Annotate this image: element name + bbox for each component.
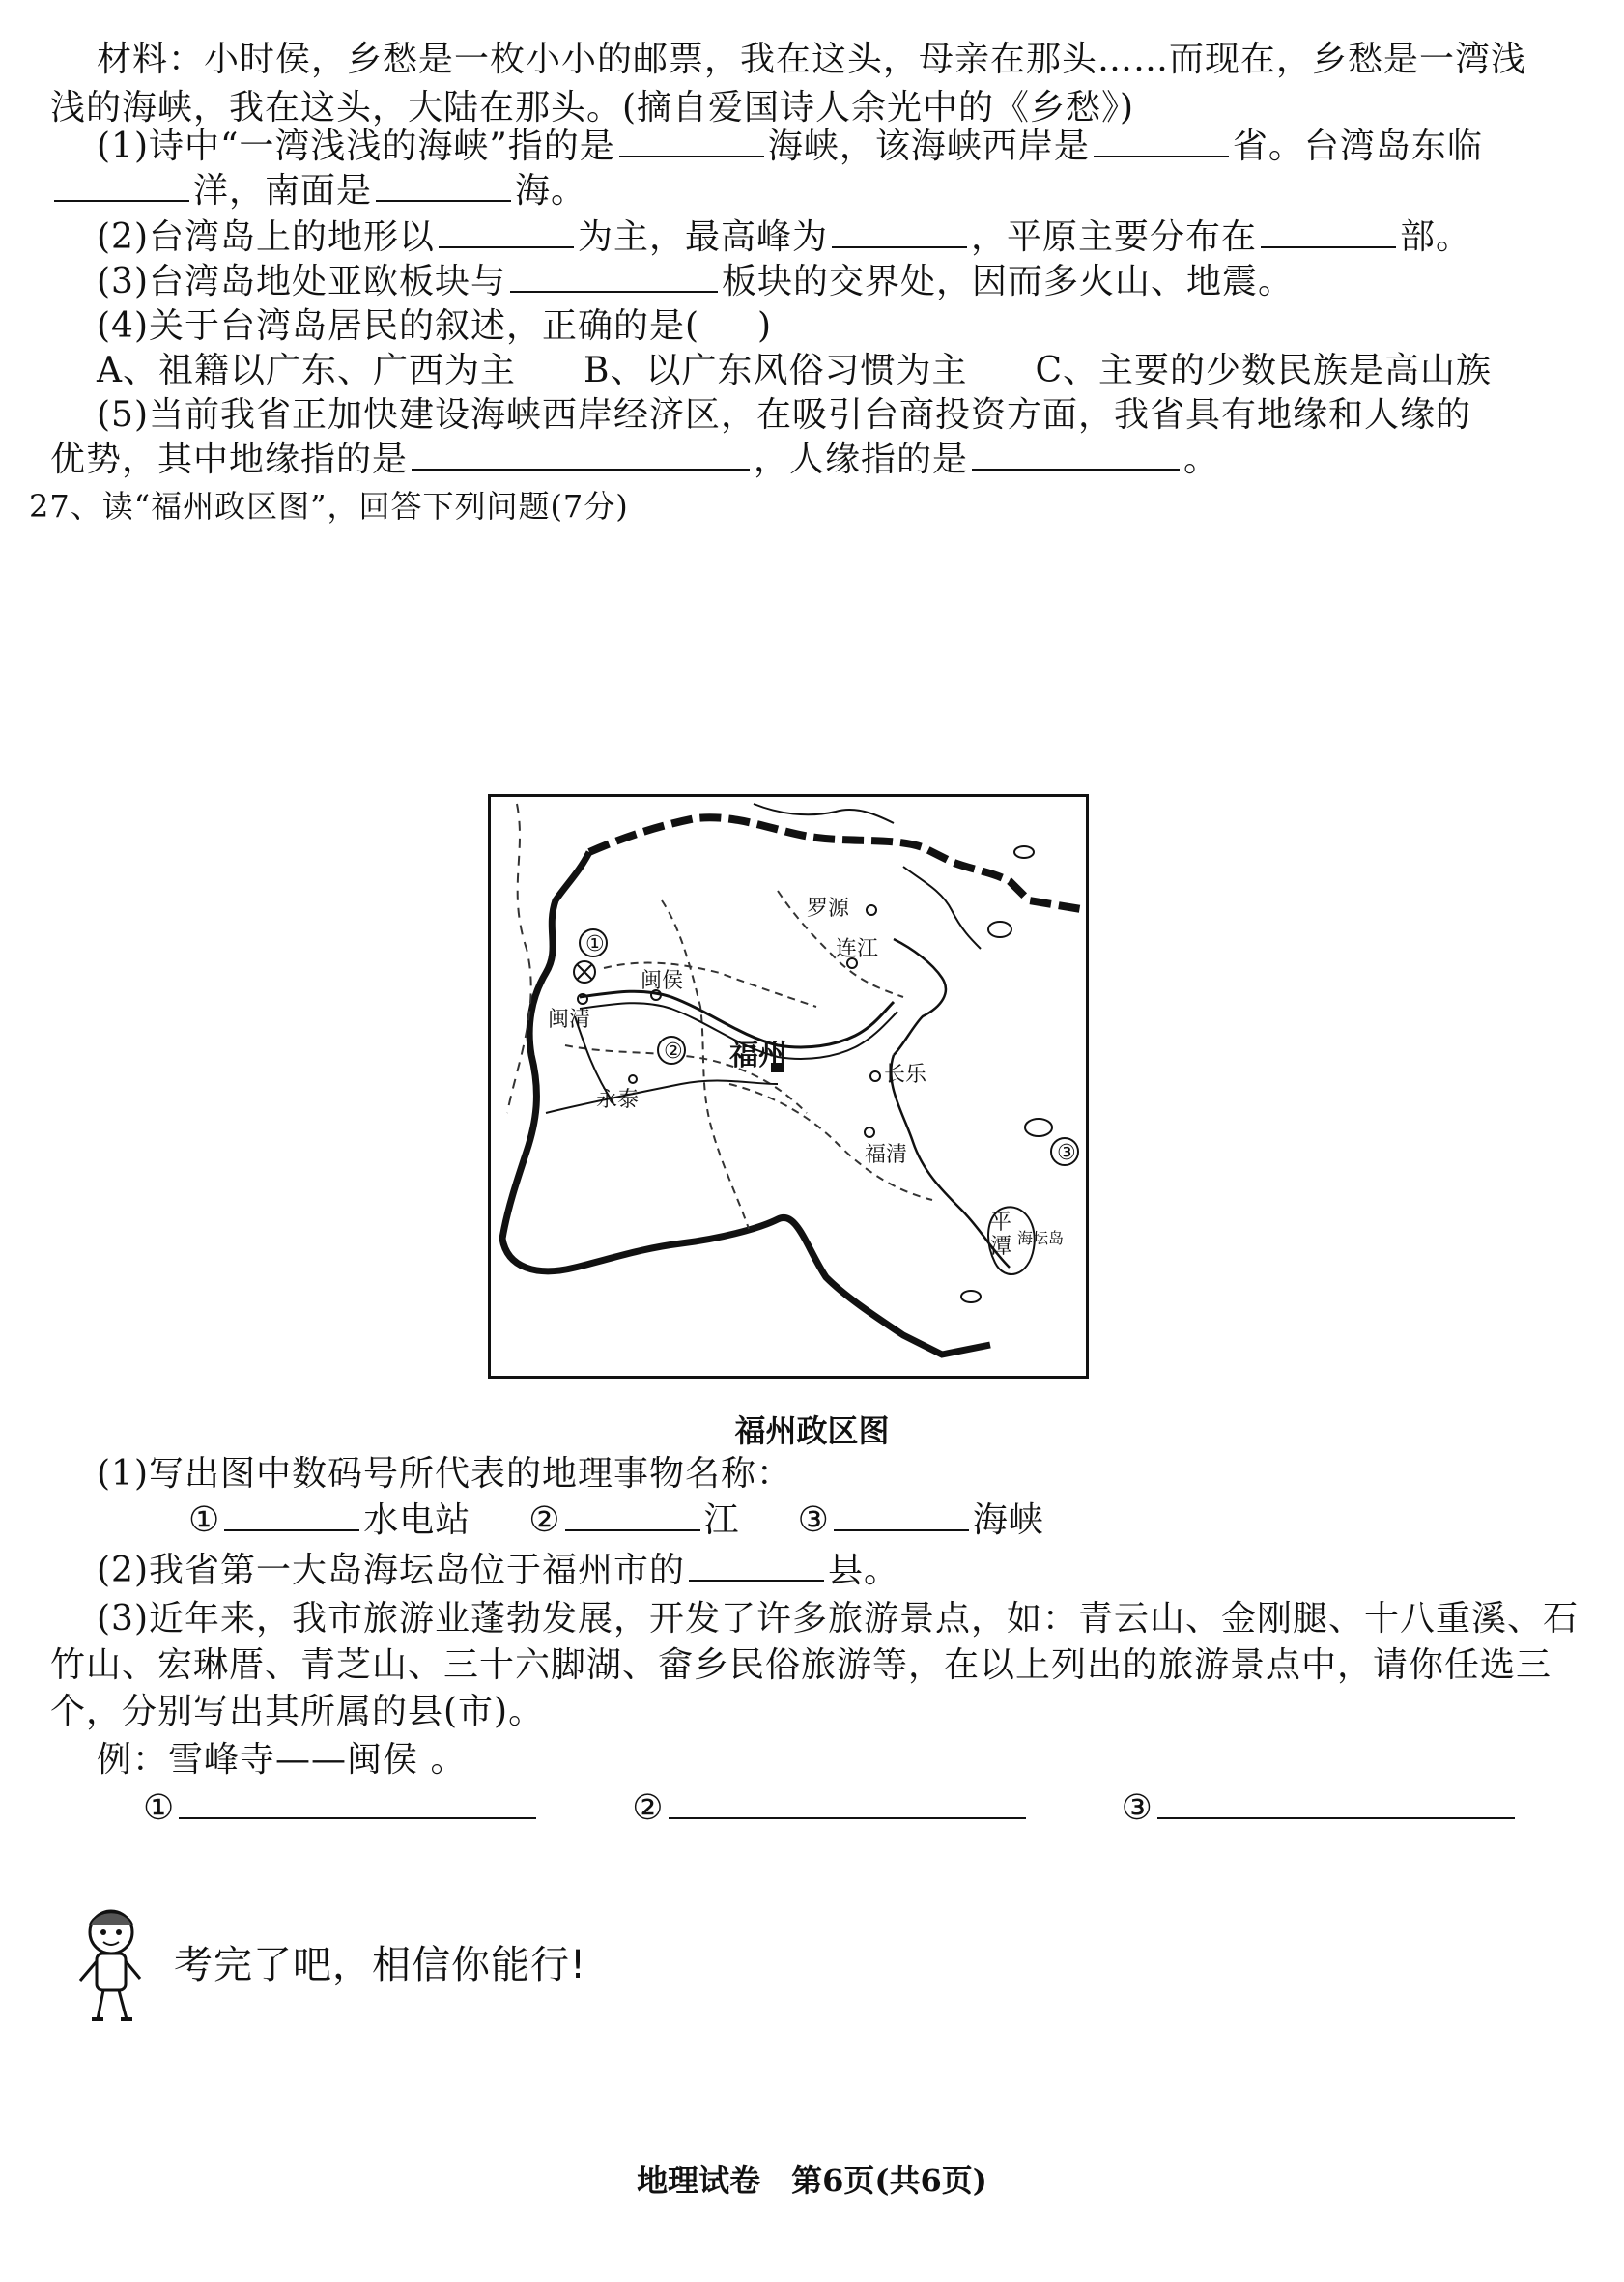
q26-part1-cont: 洋，南面是 海。 bbox=[50, 170, 586, 213]
answer-blank[interactable] bbox=[669, 1788, 1026, 1819]
q26-part2: (2)台湾岛上的地形以 为主，最高峰为 ，平原主要分布在 部。 bbox=[97, 217, 1472, 257]
answer-blank[interactable] bbox=[376, 171, 511, 202]
mascot-icon bbox=[72, 1903, 150, 2029]
marker-1: ① bbox=[585, 932, 605, 956]
answer-blank[interactable] bbox=[1094, 127, 1229, 157]
q27-title: 27、读“福州政区图”，回答下列问题(7分) bbox=[29, 488, 629, 525]
label-fuqing: 福清 bbox=[865, 1143, 908, 1167]
label-haitan: 海坛岛 bbox=[1017, 1229, 1065, 1247]
option-a[interactable]: A、祖籍以广东、广西为主 bbox=[97, 351, 516, 390]
q27-part3-line3: 个，分别写出其所属的县(市)。 bbox=[50, 1692, 545, 1731]
q27-part1-answers: ① 水电站 ② 江 ③ 海峡 bbox=[188, 1500, 1044, 1540]
answer-blank[interactable] bbox=[1157, 1788, 1515, 1819]
label-minhou: 闽侯 bbox=[641, 969, 684, 993]
q27-part3-line1: (3)近年来，我市旅游业蓬勃发展，开发了许多旅游景点，如：青云山、金刚腿、十八重溪、石 bbox=[97, 1599, 1579, 1639]
encouragement-text: 考完了吧，相信你能行! bbox=[174, 1943, 587, 1987]
label-fuzhou: 福州 bbox=[729, 1039, 787, 1072]
label-minqing: 闽清 bbox=[548, 1008, 591, 1032]
answer-blank[interactable] bbox=[224, 1500, 359, 1531]
page-footer: 地理试卷 第6页(共6页) bbox=[637, 2162, 987, 2199]
q27-part2: (2)我省第一大岛海坛岛位于福州市的 县。 bbox=[97, 1551, 900, 1590]
answer-blank[interactable] bbox=[54, 171, 189, 202]
marker-3: ③ bbox=[1057, 1141, 1076, 1165]
answer-blank[interactable] bbox=[832, 217, 967, 248]
map-caption: 福州政区图 bbox=[734, 1412, 890, 1449]
label-lianjiang: 连江 bbox=[836, 937, 879, 961]
q26-options bbox=[97, 350, 1492, 392]
q27-answer-lines: ① ② ③ bbox=[143, 1787, 1519, 1830]
map-frame bbox=[490, 796, 1088, 1378]
answer-blank[interactable] bbox=[510, 262, 718, 293]
answer-blank[interactable] bbox=[179, 1788, 536, 1819]
q26-part1: (1)诗中“一湾浅浅的海峡”指的是 海峡，该海峡西岸是 省。台湾岛东临 bbox=[97, 127, 1483, 166]
q26-part4: (4)关于台湾岛居民的叙述，正确的是( ) bbox=[97, 306, 773, 346]
label-luoyuan: 罗源 bbox=[807, 897, 850, 921]
label-pingtan-1: 平 bbox=[990, 1211, 1012, 1235]
answer-blank[interactable] bbox=[439, 217, 574, 248]
label-pingtan-2: 潭 bbox=[990, 1235, 1012, 1259]
answer-blank[interactable] bbox=[1261, 217, 1396, 248]
material-line-2: 浅的海峡，我在这头，大陆在那头。(摘自爱国诗人余光中的《乡愁》) bbox=[50, 88, 1135, 128]
answer-blank[interactable] bbox=[972, 440, 1180, 471]
option-c[interactable]: C、主要的少数民族是高山族 bbox=[1035, 351, 1493, 390]
option-b[interactable]: B、以广东风俗习惯为主 bbox=[584, 351, 968, 390]
answer-blank[interactable] bbox=[565, 1500, 700, 1531]
q27-part1: (1)写出图中数码号所代表的地理事物名称： bbox=[97, 1454, 792, 1494]
q27-part3-line2: 竹山、宏琳厝、青芝山、三十六脚湖、畲乡民俗旅游等，在以上列出的旅游景点中，请你任选三 bbox=[50, 1645, 1553, 1685]
fuzhou-map bbox=[488, 794, 1089, 1379]
q26-part5-cont: 优势，其中地缘指的是 ，人缘指的是 。 bbox=[50, 440, 1220, 479]
q26-part3: (3)台湾岛地处亚欧板块与 板块的交界处，因而多火山、地震。 bbox=[97, 262, 1295, 301]
marker-2: ② bbox=[664, 1040, 683, 1064]
label-yongtai: 永泰 bbox=[596, 1088, 640, 1112]
material-line-1: 材料：小时侯，乡愁是一枚小小的邮票，我在这头，母亲在那头……而现在，乡愁是一湾浅 bbox=[97, 40, 1527, 79]
answer-blank[interactable] bbox=[619, 127, 764, 157]
answer-blank[interactable] bbox=[834, 1500, 969, 1531]
label-changle: 长乐 bbox=[884, 1063, 927, 1087]
q27-example: 例：雪峰寺——闽侯 。 bbox=[97, 1740, 467, 1780]
answer-blank[interactable] bbox=[689, 1551, 824, 1582]
answer-blank[interactable] bbox=[412, 440, 750, 471]
q26-part5: (5)当前我省正加快建设海峡西岸经济区，在吸引台商投资方面，我省具有地缘和人缘的 bbox=[97, 395, 1471, 435]
